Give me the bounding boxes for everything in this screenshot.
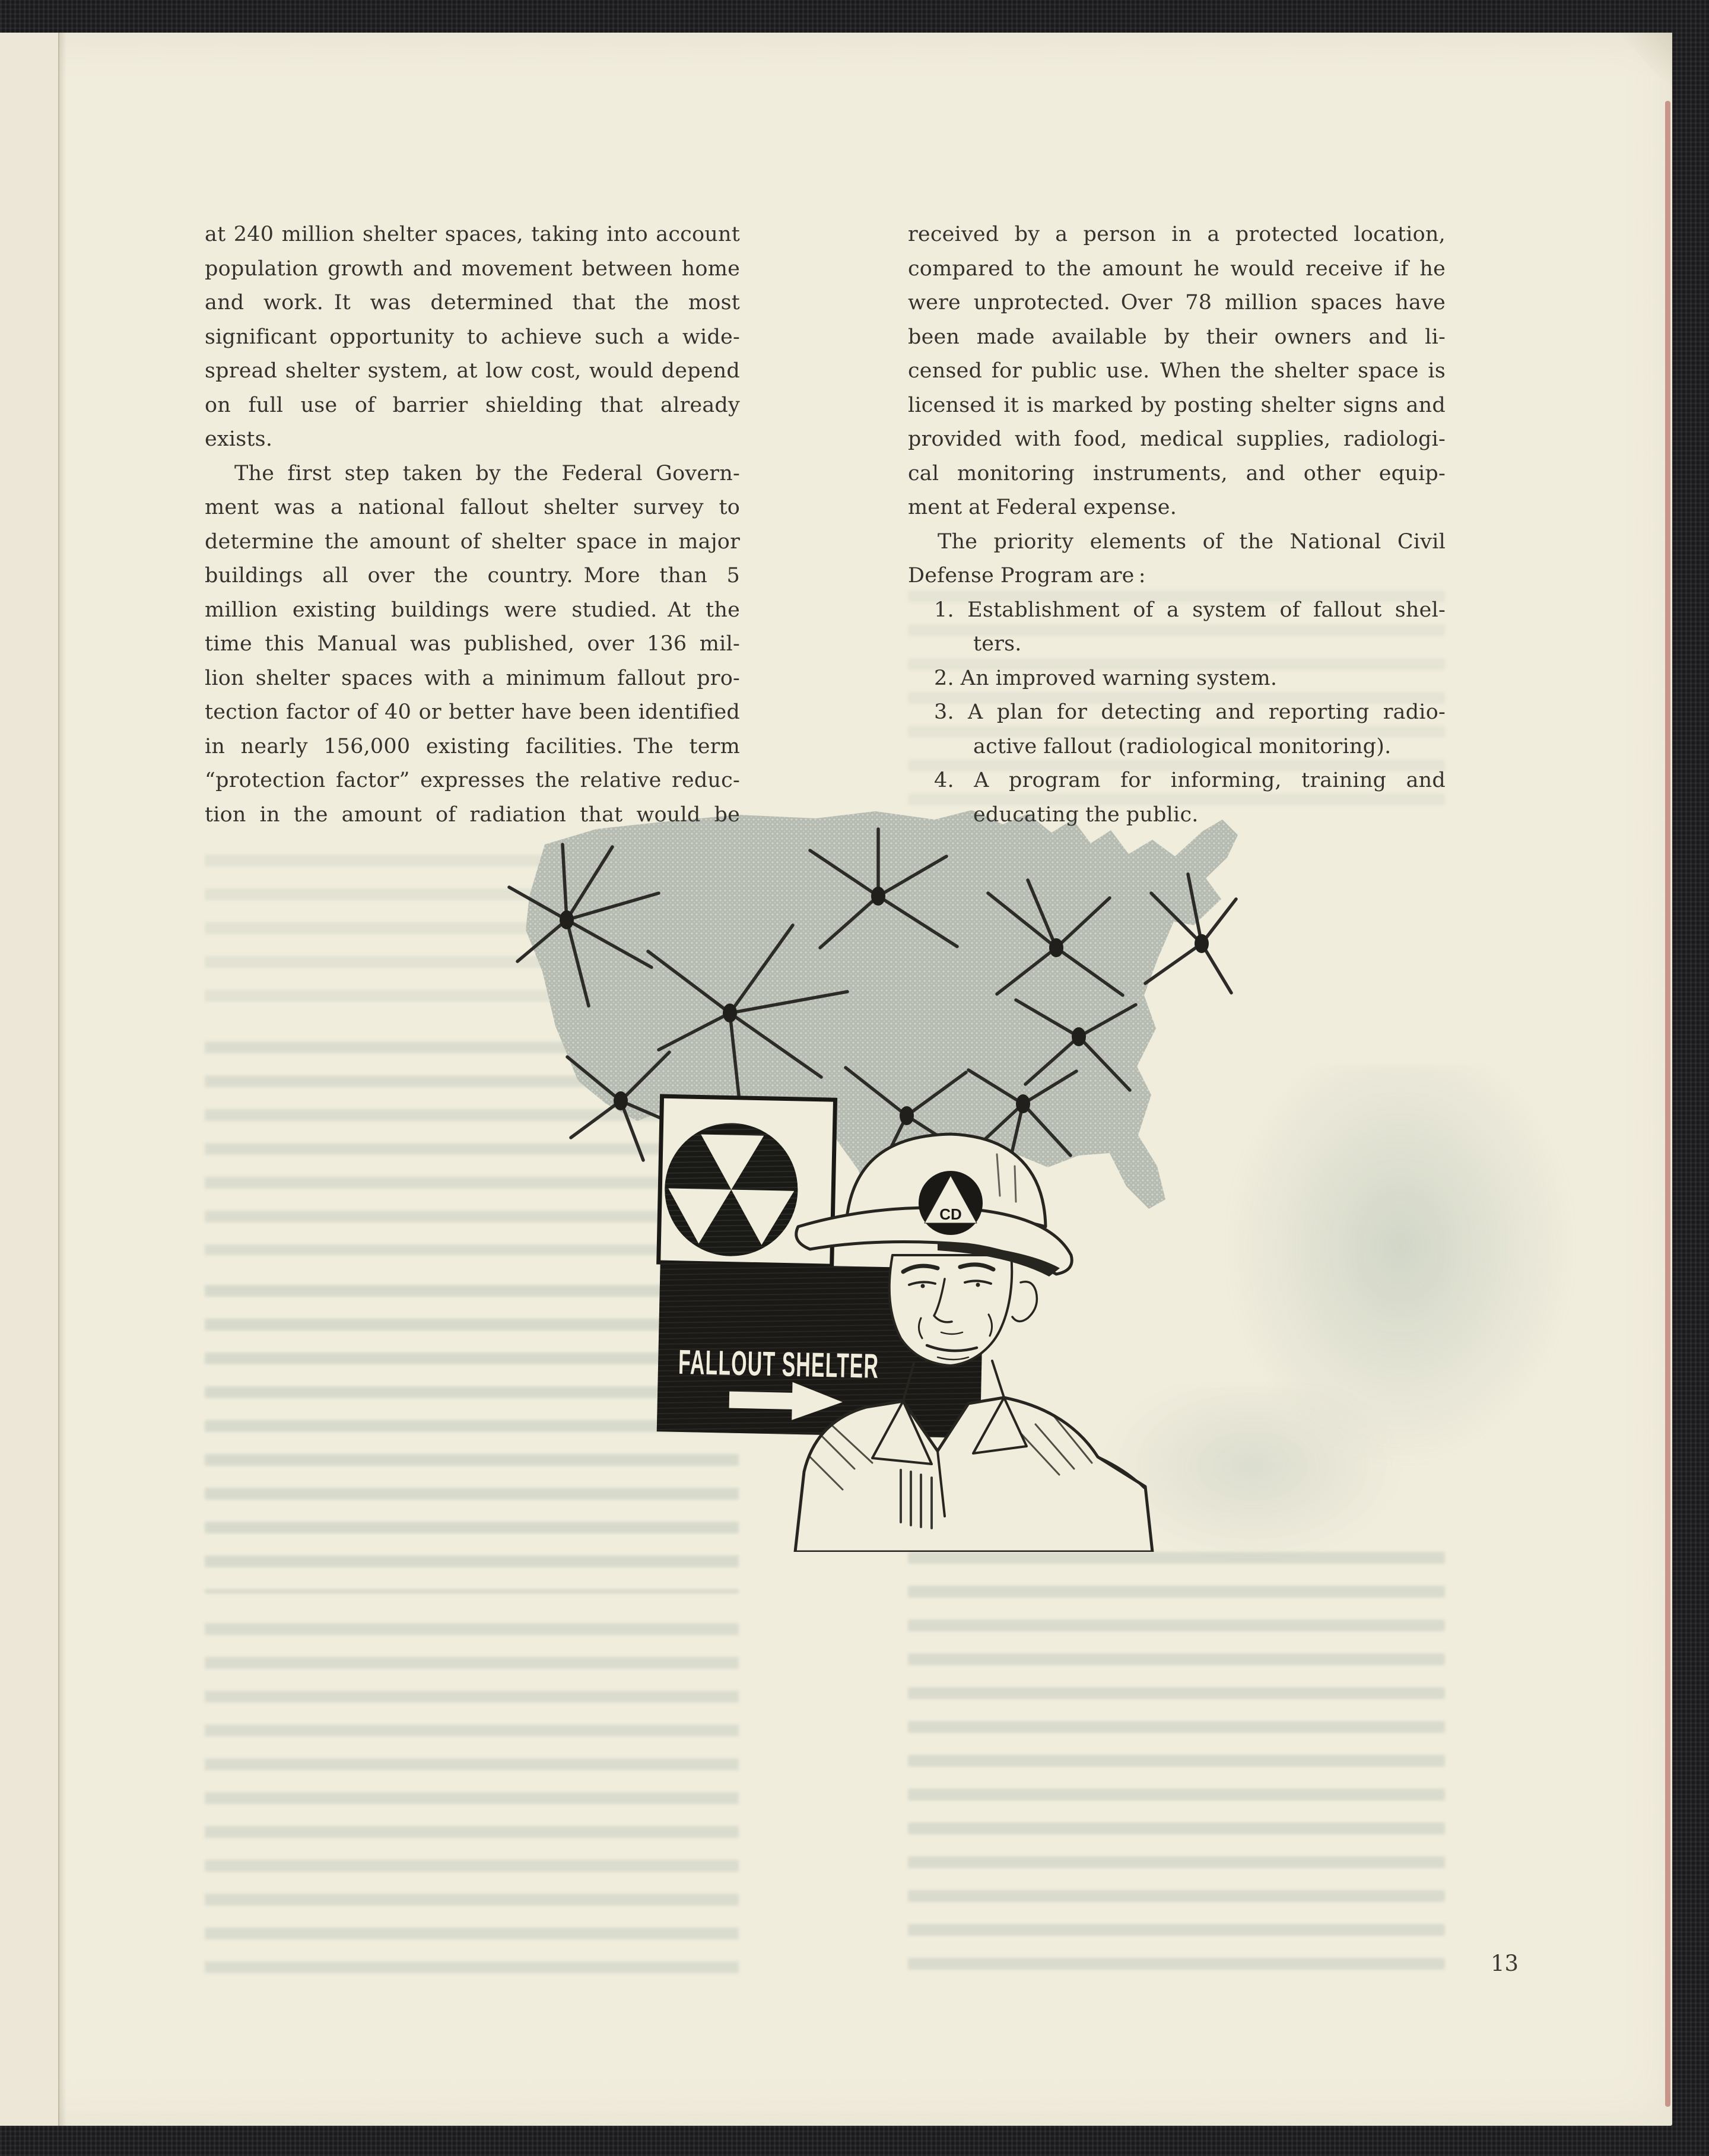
text-line: The priority elements of the National Civil xyxy=(938,529,1446,554)
cd-emblem-icon xyxy=(919,1171,983,1235)
page-gutter xyxy=(0,33,58,2126)
text-line: received by a person in a protected location, xyxy=(908,223,1446,246)
text-line: buildings all over the country. More than 5 xyxy=(205,564,740,588)
text-line: provided with food, medical supplies, radiologi- xyxy=(908,427,1446,451)
text-line: time this Manual was published, over 136 mil- xyxy=(205,632,740,656)
text-line: active fallout (radiological monitoring). xyxy=(973,734,1392,758)
page-edge-tint xyxy=(1665,101,1670,2107)
page-number: 13 xyxy=(1491,1951,1519,1976)
folded-corner xyxy=(1619,33,1672,91)
text-line: population growth and movement between home xyxy=(205,256,740,281)
text-line: 3. A plan for detecting and reporting radio- xyxy=(934,700,1446,724)
sign-label: FALLOUT SHELTER xyxy=(678,1342,1023,1389)
us-map xyxy=(526,810,1238,1209)
text-line: ters. xyxy=(973,632,1022,656)
text-line: significant opportunity to achieve such a wide- xyxy=(205,325,740,349)
text-line: million existing buildings were studied. At the xyxy=(205,598,740,622)
text-line: compared to the amount he would receive if he xyxy=(908,256,1446,281)
page xyxy=(0,33,1672,2126)
text-line: on full use of barrier shielding that already xyxy=(205,393,740,417)
text-line: 2. An improved warning system. xyxy=(934,666,1278,690)
text-line: tection factor of 40 or better have been identified xyxy=(205,700,740,724)
jacket xyxy=(795,1398,1152,1552)
text-line: were unprotected. Over 78 million spaces have xyxy=(908,291,1446,315)
left-column xyxy=(205,218,740,832)
text-line: The first step taken by the Federal Govern- xyxy=(234,461,740,485)
text-line: cal monitoring instruments, and other equip- xyxy=(908,461,1446,485)
gutter-crease xyxy=(58,33,69,2126)
text-line: spread shelter system, at low cost, would depend xyxy=(205,359,740,383)
text-line: 1. Establishment of a system of fallout shel- xyxy=(934,598,1446,622)
text-line: and work. It was determined that the most xyxy=(205,291,740,315)
text-line: censed for public use. When the shelter space is xyxy=(908,359,1446,383)
text-line: in nearly 156,000 existing facilities. The term xyxy=(205,734,740,758)
text-line: ment at Federal expense. xyxy=(908,496,1177,519)
text-line: been made available by their owners and li- xyxy=(908,325,1446,349)
text-line: “protection factor” expresses the relative reduc- xyxy=(205,769,740,792)
illustration xyxy=(463,780,1305,1552)
text-line: Defense Program are : xyxy=(908,564,1146,588)
text-line: licensed it is marked by posting shelter signs and xyxy=(908,393,1446,417)
text-line: exists. xyxy=(205,427,273,451)
text-line: ment was a national fallout shelter survey to xyxy=(205,496,740,519)
cd-emblem-text: CD xyxy=(939,1205,962,1223)
text-line: lion shelter spaces with a minimum fallout pro- xyxy=(205,666,740,690)
bleedthrough-text xyxy=(205,1623,739,1991)
text-line: tion in the amount of radiation that would be xyxy=(205,802,740,827)
text-line: 4. A program for informing, training and xyxy=(934,769,1446,792)
text-line: determine the amount of shelter space in major xyxy=(205,529,740,554)
text-line: educating the public. xyxy=(973,802,1199,827)
ear xyxy=(1012,1282,1037,1322)
text-line: at 240 million shelter spaces, taking into account xyxy=(205,223,740,246)
right-column xyxy=(908,218,1446,832)
bleedthrough-text xyxy=(908,1552,1445,1991)
